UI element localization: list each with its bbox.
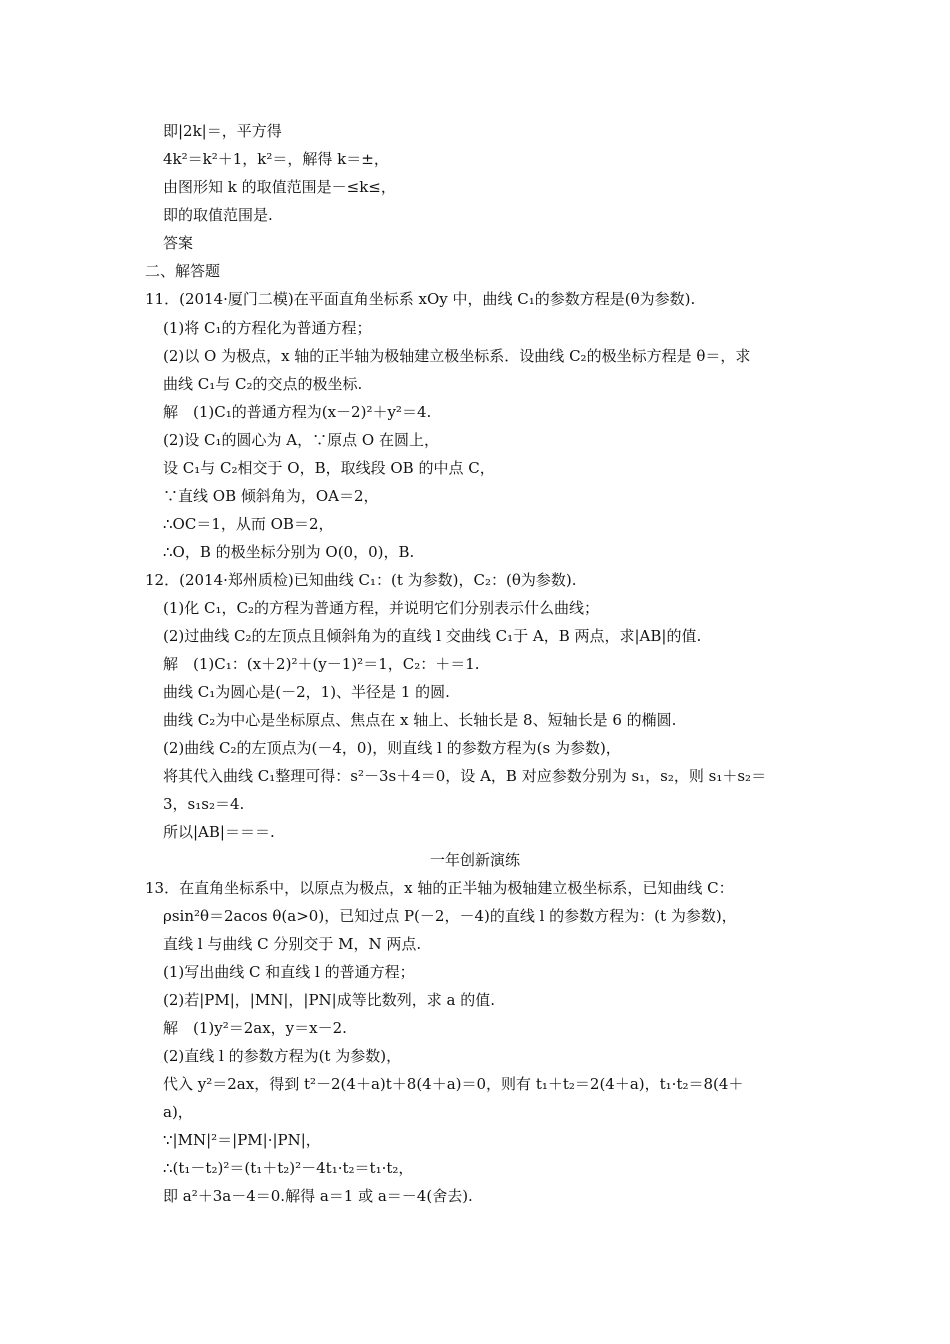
text-line: (1)将 C₁的方程化为普通方程； (163, 319, 372, 337)
text-line: 曲线 C₂为中心是坐标原点、焦点在 x 轴上、长轴长是 8、短轴长是 6 的椭圆. (163, 711, 677, 729)
text-line: 由图形知 k 的取值范围是－≤k≤， (163, 178, 396, 196)
text-line: 曲线 C₁与 C₂的交点的极坐标. (163, 375, 363, 393)
text-line: (2)以 O 为极点，x 轴的正半轴为极轴建立极坐标系．设曲线 C₂的极坐标方程是 θ＝，求 (163, 347, 751, 365)
text-line: ∴(t₁－t₂)²＝(t₁＋t₂)²－4t₁·t₂＝t₁·t₂， (163, 1159, 414, 1177)
text-line: ∵直线 OB 倾斜角为，OA＝2， (163, 487, 379, 505)
text-line: ∴O，B 的极坐标分别为 O(0，0)，B. (163, 543, 415, 561)
text-line: 直线 l 与曲线 C 分别交于 M，N 两点. (163, 935, 422, 953)
problem-13-statement: 13．在直角坐标系中，以原点为极点，x 轴的正半轴为极轴建立极坐标系，已知曲线 C： (145, 879, 734, 897)
text-line: (1)化 C₁，C₂的方程为普通方程，并说明它们分别表示什么曲线； (163, 599, 599, 617)
text-line: 曲线 C₁为圆心是(－2，1)、半径是 1 的圆. (163, 683, 450, 701)
text-line: (2)若|PM|，|MN|，|PN|成等比数列，求 a 的值. (163, 991, 495, 1009)
text-line: ρsin²θ＝2acos θ(a>0)，已知过点 P(－2，－4)的直线 l 的参数方程为：(t 为参数)， (163, 907, 737, 925)
text-line: 即|2k|＝，平方得 (163, 122, 282, 140)
section-title: 一年创新演练 (429, 851, 520, 869)
text-line: 所以|AB|＝＝＝. (163, 823, 275, 841)
text-line: 4k²＝k²＋1，k²＝，解得 k＝±， (163, 150, 389, 168)
text-line: ∵|MN|²＝|PM|·|PN|， (163, 1131, 321, 1149)
text-line: 将其代入曲线 C₁整理可得：s²－3s＋4＝0，设 A，B 对应参数分别为 s₁，s₂，则 s₁＋s₂＝ (163, 767, 767, 785)
text-line: (2)过曲线 C₂的左顶点且倾斜角为的直线 l 交曲线 C₁于 A，B 两点，求|AB|的值. (163, 627, 702, 645)
text-line: (2)设 C₁的圆心为 A，∵原点 O 在圆上， (163, 431, 439, 449)
text-line: 代入 y²＝2ax，得到 t²－2(4＋a)t＋8(4＋a)＝0，则有 t₁＋t₂＝2(4＋a)，t₁·t₂＝8(4＋ (163, 1075, 744, 1093)
text-line: 即 a²＋3a－4＝0.解得 a＝1 或 a＝－4(舍去). (163, 1187, 473, 1205)
solution-line: 解 (1)C₁的普通方程为(x－2)²＋y²＝4. (163, 403, 432, 421)
section-heading: 二、解答题 (145, 262, 221, 280)
text-line: 即的取值范围是. (163, 206, 273, 224)
text-line: (2)直线 l 的参数方程为(t 为参数)， (163, 1047, 402, 1065)
problem-11-statement: 11．(2014·厦门二模)在平面直角坐标系 xOy 中，曲线 C₁的参数方程是(θ为参数). (145, 290, 696, 308)
solution-line: 解 (1)C₁：(x＋2)²＋(y－1)²＝1，C₂：＋＝1. (163, 655, 480, 673)
answer-label: 答案 (163, 234, 194, 252)
text-line: (2)曲线 C₂的左顶点为(－4，0)，则直线 l 的参数方程为(s 为参数)， (163, 739, 621, 757)
text-line: ∴OC＝1，从而 OB＝2， (163, 515, 334, 533)
solution-line: 解 (1)y²＝2ax，y＝x－2. (163, 1019, 347, 1037)
text-line: a)， (163, 1103, 193, 1121)
text-line: 设 C₁与 C₂相交于 O，B，取线段 OB 的中点 C， (163, 459, 495, 477)
text-line: (1)写出曲线 C 和直线 l 的普通方程； (163, 963, 415, 981)
problem-12-statement: 12．(2014·郑州质检)已知曲线 C₁：(t 为参数)，C₂：(θ为参数). (145, 571, 577, 589)
text-line: 3，s₁s₂＝4. (163, 795, 245, 813)
